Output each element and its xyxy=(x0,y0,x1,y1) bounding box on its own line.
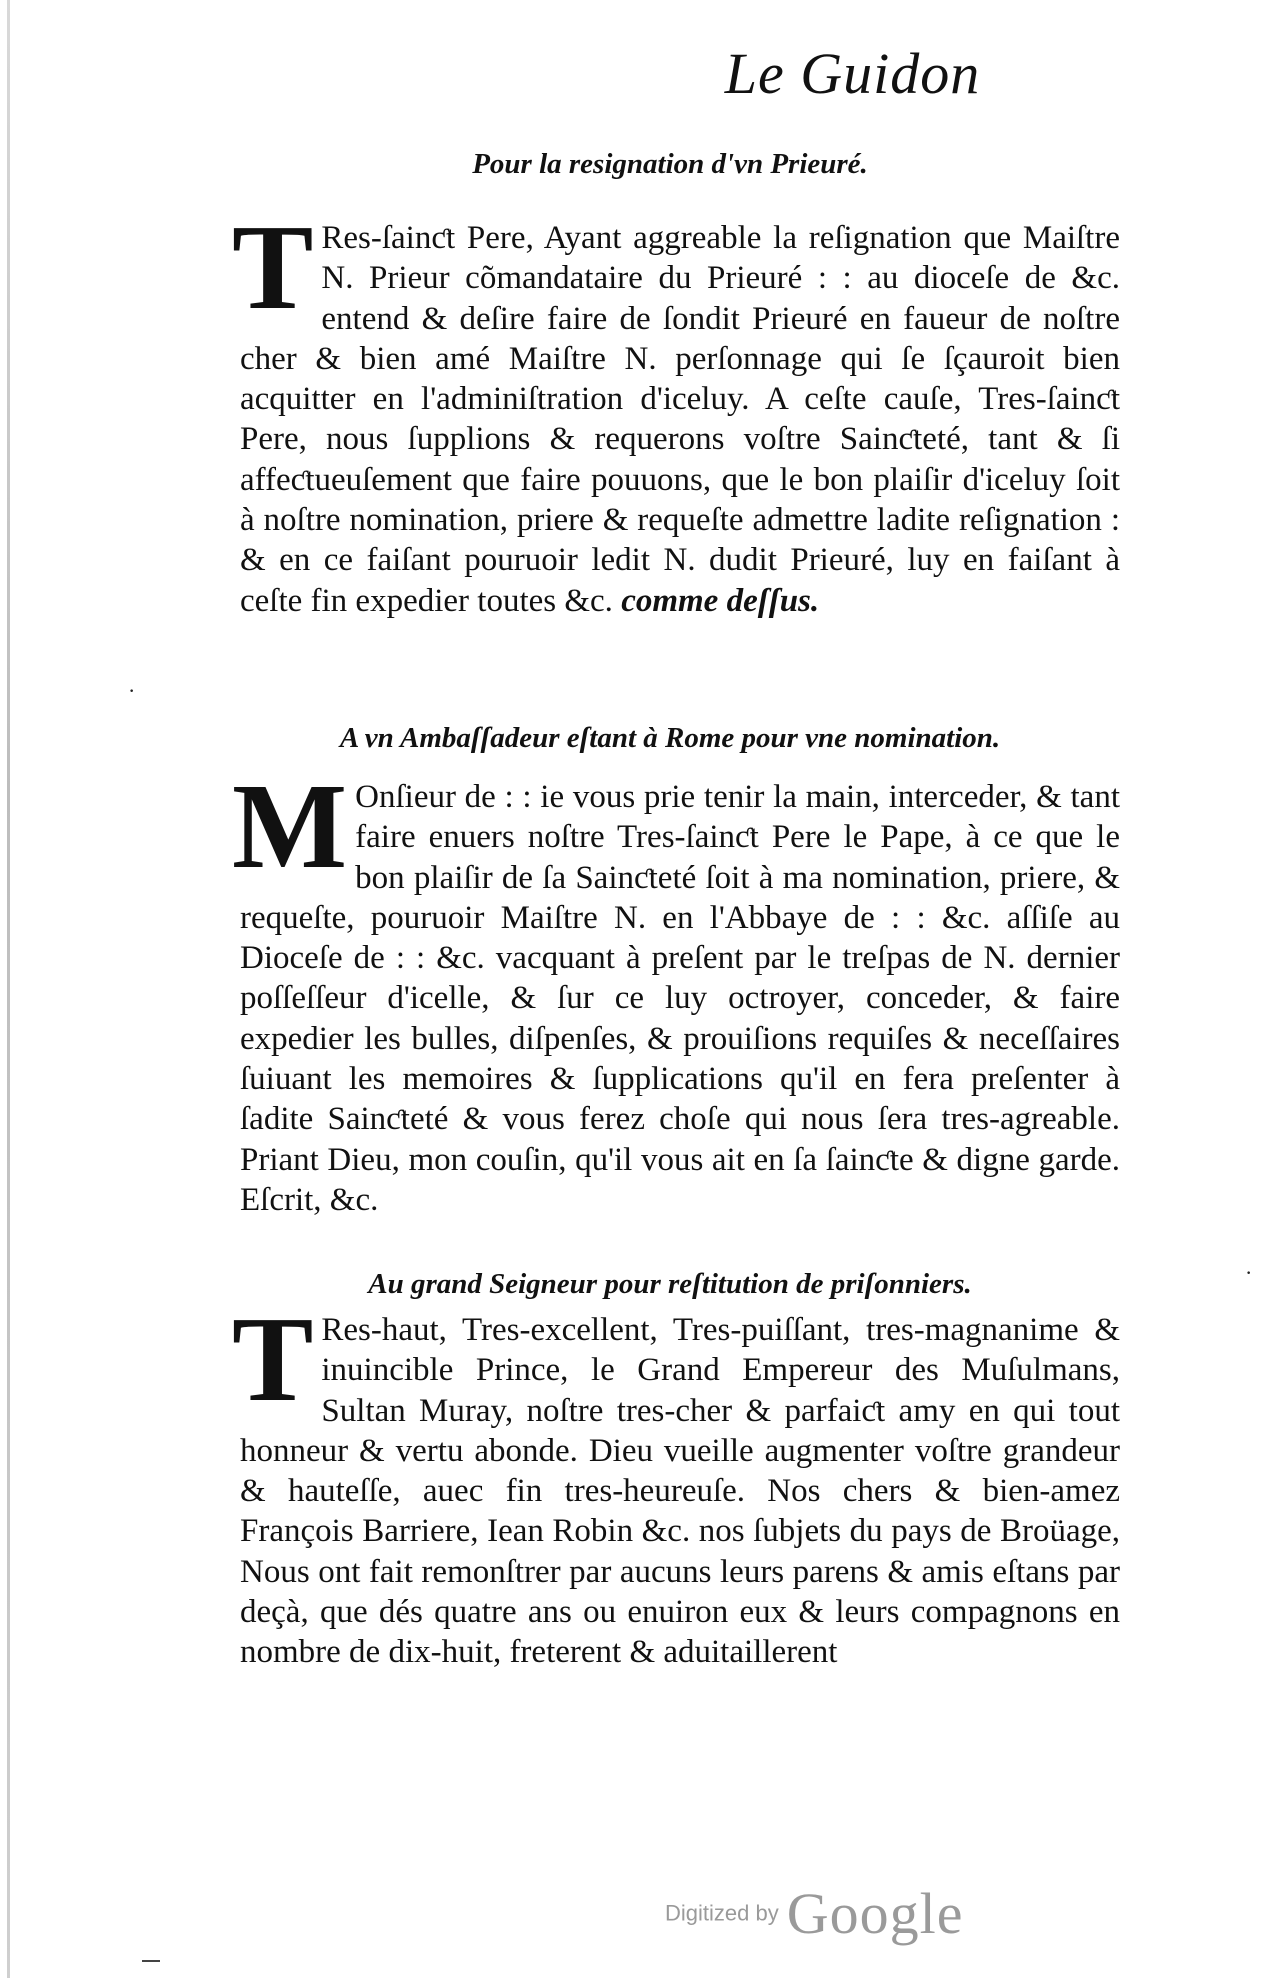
closing-formula: comme deſſus. xyxy=(621,582,820,619)
section-body-grand-seigneur xyxy=(232,1292,1120,1673)
ink-speck: · xyxy=(1245,1260,1253,1285)
section-body-resignation xyxy=(232,200,1120,621)
body-text: Onſieur de : : ie vous prie tenir la main, interceder, & tant faire enuers noſtre Tres-ſainƈt Pere le Pape, à ce que le bon plaiſir de ſa Sainƈteté ſoit à ma nomination, priere, & requeſte, pouruoir Maiſtre N. en l'Abbaye de : : &c. aſſiſe au Dioceſe de : : &c. vacquant à preſent par le treſpas de N. dernier poſſeſſeur d'icelle, & ſur ce luy octroyer, conceder, & faire expedier les bulles, diſpenſes, & prouiſions requiſes & neceſſaires ſuiuant les memoires & ſupplications qu'il en fera preſenter à ſadite Sainƈteté & vous ferez choſe qui nous ſera tres-agreable. Priant Dieu, mon couſin, qu'il vous ait en ſa ſainƈte & digne garde. Eſcrit, &c. xyxy=(240,779,1120,1218)
google-logo: Google xyxy=(786,1881,964,1946)
section-body-ambassador xyxy=(232,759,1120,1220)
scan-mark xyxy=(142,1960,160,1962)
body-text: Res-ſainƈt Pere, Ayant aggreable la reſignation que Maiſtre N. Prieur cõmandataire du Prieuré : : au dioceſe de &c. entend & deſire faire de ſondit Prieuré en faueur de noſtre cher & bien amé Maiſtre N. perſonnage qui ſe ſçauroit bien acquitter en l'adminiſtration d'iceluy. A ceſte cauſe, Tres-ſainƈt Pere, nous ſupplions & requerons voſtre Sainƈteté, tant & ſi affeƈtueuſement que faire pouuons, que le bon plaiſir d'iceluy ſoit à noſtre nomination, priere & requeſte admettre ladite reſignation : & en ce faiſant pouruoir ledit N. dudit Prieuré, luy en faiſant à ceſte fin expedier toutes &c. xyxy=(240,220,1120,619)
section-heading-grand-seigneur: Au grand Seigneur pour reſtitution de priſonniers. xyxy=(368,1268,972,1300)
section-heading-resignation: Pour la resignation d'vn Prieuré. xyxy=(472,148,868,180)
watermark-prefix: Digitized by xyxy=(665,1900,779,1926)
running-head: Le Guidon xyxy=(724,41,981,106)
body-text: Res-haut, Tres-excellent, Tres-puiſſant, tres-magnanime & inuincible Prince, le Grand Empereur des Muſulmans, Sultan Muray, noſtre tres-cher & parfaiƈt amy en qui tout honneur & vertu abonde. Dieu vueille augmenter voſtre grandeur & hauteſſe, auec fin tres-heureuſe. Nos chers & bien-amez François Barriere, Iean Robin &c. nos ſubjets du pays de Broüage, Nous ont fait remonſtrer par aucuns leurs parens & amis eſtans par deçà, que dés quatre ans ou enuiron eux & leurs compagnons en nombre de dix-huit, freterent & aduitaillerent xyxy=(240,1312,1120,1671)
drop-cap: T xyxy=(232,1292,314,1427)
drop-cap: M xyxy=(232,759,348,894)
page-gutter-shadow xyxy=(7,0,10,1978)
section-heading-ambassador: A vn Ambaſſadeur eſtant à Rome pour vne nomination. xyxy=(339,722,1001,754)
ink-speck: · xyxy=(128,678,136,703)
drop-cap: T xyxy=(232,200,314,335)
digitization-watermark xyxy=(665,1880,963,1947)
